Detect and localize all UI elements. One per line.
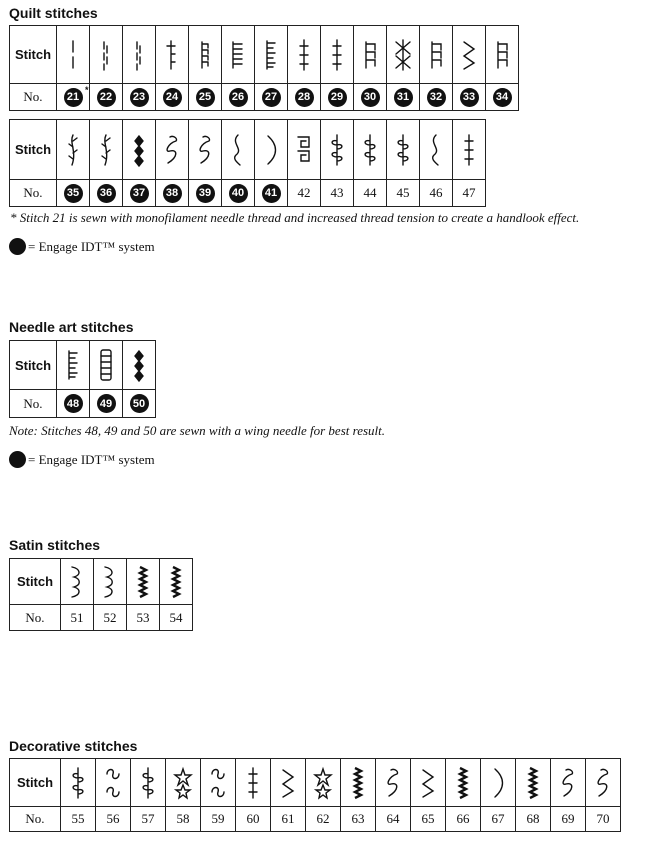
stitch-number: 66 (456, 811, 470, 826)
idt-number-badge: 23 (130, 88, 149, 107)
feather-stitch-icon (61, 131, 85, 169)
loop-stitch-icon (193, 131, 217, 169)
idt-number-badge: 28 (295, 88, 314, 107)
stitch-number-cell (61, 807, 96, 832)
stitch-label: Stitch (10, 559, 61, 605)
stitch-number-cell (166, 807, 201, 832)
idt-number-badge: 31 (394, 88, 413, 107)
no-label: No. (10, 180, 57, 207)
stitch-number: 45 (396, 185, 410, 200)
stitch-symbol-cell (376, 759, 411, 807)
stitch-number-cell (123, 390, 156, 418)
stitch-number-cell (156, 180, 189, 207)
stitch-number: 69 (561, 811, 575, 826)
stitch-symbol-cell (288, 26, 321, 84)
greek-key-stitch-icon (292, 131, 316, 169)
stitch-symbol-cell (321, 26, 354, 84)
no-label: No. (10, 84, 57, 111)
quilt-table-2 (9, 119, 486, 207)
stitch-number-cell (446, 807, 481, 832)
stitch-number-cell (222, 84, 255, 111)
stitch-number-cell (189, 84, 222, 111)
stitch-number-cell (288, 180, 321, 207)
legend-text: = Engage IDT™ system (28, 451, 155, 467)
stitch-number: 58 (176, 811, 190, 826)
stitch-symbol-cell (387, 120, 420, 180)
arc-stitch-icon (486, 764, 510, 802)
scallop-stitch-icon (65, 563, 89, 601)
idt-number-badge: 41 (262, 184, 281, 203)
stitch-number-cell (90, 84, 123, 111)
stitch-number-cell (453, 180, 486, 207)
stitch-row (10, 26, 519, 84)
stitch-symbol-cell (189, 26, 222, 84)
loop-stitch-icon (160, 131, 184, 169)
idt-number-badge: 25 (196, 88, 215, 107)
straight-stitch-icon (61, 36, 85, 74)
stitch-number-cell (236, 807, 271, 832)
idt-number-badge: 48 (64, 394, 83, 413)
idt-number-badge: 33 (460, 88, 479, 107)
stitch-number: 43 (330, 185, 344, 200)
stitch-number-cell (131, 807, 166, 832)
stitch-symbol-cell (420, 120, 453, 180)
stitch-number: 60 (246, 811, 260, 826)
idt-number-badge: 38 (163, 184, 182, 203)
stitch-symbol-cell (288, 120, 321, 180)
stitch-number-cell (57, 390, 90, 418)
leaf-stitch-icon (358, 131, 382, 169)
decorative-title: Decorative stitches (9, 738, 138, 754)
stitch-symbol-cell (57, 120, 90, 180)
stitch-number: 62 (316, 811, 330, 826)
idt-number-badge: 34 (493, 88, 512, 107)
diamond-stitch-icon (127, 346, 151, 384)
cross-stitch-icon (241, 764, 265, 802)
stitch-symbol-cell (341, 759, 376, 807)
idt-legend (9, 238, 155, 255)
stitch-number: 61 (281, 811, 295, 826)
picot-stitch-icon (226, 36, 250, 74)
number-row (10, 84, 519, 111)
scroll-stitch-icon (206, 764, 230, 802)
ladder-stitch-icon (259, 36, 283, 74)
stitch-symbol-cell (160, 559, 193, 605)
satin-stitch-icon (521, 764, 545, 802)
stitch-number-cell (354, 84, 387, 111)
stitch-number-cell (94, 605, 127, 631)
stitch-number: 59 (211, 811, 225, 826)
stitch-symbol-cell (453, 120, 486, 180)
stitch-number-cell (321, 180, 354, 207)
stitch-symbol-cell (354, 26, 387, 84)
stitch-number: 44 (363, 185, 377, 200)
stitch-number-cell (156, 84, 189, 111)
stitch-number-cell (387, 180, 420, 207)
stitch-number: 57 (141, 811, 155, 826)
needle-art-title: Needle art stitches (9, 319, 134, 335)
stitch-symbol-cell (156, 120, 189, 180)
stitch-number: 54 (169, 609, 183, 625)
stitch-symbol-cell (166, 759, 201, 807)
idt-number-badge: 26 (229, 88, 248, 107)
stitch-symbol-cell (61, 559, 94, 605)
stitch-symbol-cell (516, 759, 551, 807)
stitch-number-cell (271, 807, 306, 832)
stitch-number-cell (306, 807, 341, 832)
stitch-symbol-cell (90, 26, 123, 84)
stitch-number-cell (201, 807, 236, 832)
no-label: No. (10, 807, 61, 832)
stitch-number: 70 (596, 811, 610, 826)
zigzag-stitch-icon (457, 36, 481, 74)
idt-number-badge: 27 (262, 88, 281, 107)
stitch-symbol-cell (57, 26, 90, 84)
handlook-stitch-icon (127, 36, 151, 74)
stitch-number-cell (57, 84, 90, 111)
needle-art-table (9, 340, 156, 418)
stitch-number: 47 (462, 185, 476, 200)
stitch-number-cell (222, 180, 255, 207)
idt-number-badge: 22 (97, 88, 116, 107)
stitch-number: 55 (71, 811, 85, 826)
stitch-symbol-cell (255, 26, 288, 84)
loop-stitch-icon (556, 764, 580, 802)
stitch-number-cell (481, 807, 516, 832)
legend-text: = Engage IDT™ system (28, 238, 155, 254)
stitch-symbol-cell (321, 120, 354, 180)
stitch-row (10, 559, 193, 605)
x-stitch-icon (391, 36, 415, 74)
stitch-number-cell (90, 390, 123, 418)
idt-number-badge: 39 (196, 184, 215, 203)
feather-stitch-icon (94, 131, 118, 169)
comb-stitch-icon (490, 36, 514, 74)
stitch-number-cell (90, 180, 123, 207)
stitch-number-cell (321, 84, 354, 111)
idt-legend (9, 451, 155, 468)
stitch-number-cell (586, 807, 621, 832)
stitch-number-cell (420, 180, 453, 207)
stitch-number: 46 (429, 185, 443, 200)
stitch-number-cell (376, 807, 411, 832)
stitch-symbol-cell (61, 759, 96, 807)
cross-stitch-icon (325, 36, 349, 74)
idt-number-badge: 24 (163, 88, 182, 107)
stitch-number-cell (411, 807, 446, 832)
stitch-symbol-cell (586, 759, 621, 807)
stitch-symbol-cell (127, 559, 160, 605)
number-row (10, 605, 193, 631)
stitch-number-cell (123, 84, 156, 111)
stitch-symbol-cell (255, 120, 288, 180)
stitch-symbol-cell (411, 759, 446, 807)
stitch-symbol-cell (306, 759, 341, 807)
blind-stitch-icon (160, 36, 184, 74)
no-label: No. (10, 390, 57, 418)
stitch-number-cell (453, 84, 486, 111)
stitch-number-cell (516, 807, 551, 832)
stitch-row (10, 341, 156, 390)
stitch-number: 65 (421, 811, 435, 826)
idt-number-badge: 29 (328, 88, 347, 107)
idt-number-badge: 49 (97, 394, 116, 413)
leaf-stitch-icon (136, 764, 160, 802)
stitch-label: Stitch (10, 26, 57, 84)
stitch-number: 63 (351, 811, 365, 826)
stitch-symbol-cell (57, 341, 90, 390)
stitch-number-cell (255, 84, 288, 111)
stitch-symbol-cell (222, 26, 255, 84)
quilt-title: Quilt stitches (9, 5, 98, 21)
satin-stitch-icon (346, 764, 370, 802)
idt-number-badge: 37 (130, 184, 149, 203)
stitch-symbol-cell (90, 341, 123, 390)
number-row (10, 180, 486, 207)
stitch-number: 52 (103, 609, 117, 625)
cross-stitch-icon (457, 131, 481, 169)
decorative-table (9, 758, 621, 832)
idt-number-badge: 21 * (64, 88, 83, 107)
stitch-number-cell (127, 605, 160, 631)
zigzag-stitch-icon (276, 764, 300, 802)
star-stitch-icon (171, 764, 195, 802)
stitch-label: Stitch (10, 759, 61, 807)
stitch-number-cell (189, 180, 222, 207)
stitch-number: 67 (491, 811, 505, 826)
star-stitch-icon (311, 764, 335, 802)
stitch-symbol-cell (453, 26, 486, 84)
stitch-symbol-cell (420, 26, 453, 84)
stitch-symbol-cell (236, 759, 271, 807)
stitch-number-cell (551, 807, 586, 832)
handlook-stitch-icon (94, 36, 118, 74)
quilt-table-1 (9, 25, 519, 111)
no-label: No. (10, 605, 61, 631)
leaf-stitch-icon (325, 131, 349, 169)
stitch-symbol-cell (387, 26, 420, 84)
comb-stitch-icon (424, 36, 448, 74)
satin-stitch-icon (164, 563, 188, 601)
satin-stitch-icon (451, 764, 475, 802)
stitch-number-cell (288, 84, 321, 111)
idt-dot-icon (9, 238, 26, 255)
quilt-footnote: * Stitch 21 is sewn with monofilament needle thread and increased thread tension to create a handlook effect. (10, 210, 580, 225)
stitch-number-cell (61, 605, 94, 631)
stitch-symbol-cell (156, 26, 189, 84)
stitch-row (10, 759, 621, 807)
stitch-number-cell (341, 807, 376, 832)
satin-table (9, 558, 193, 631)
stitch-symbol-cell (189, 120, 222, 180)
idt-number-badge: 50 (130, 394, 149, 413)
idt-number-badge: 36 (97, 184, 116, 203)
idt-dot-icon (9, 451, 26, 468)
satin-title: Satin stitches (9, 537, 101, 553)
idt-number-badge: 30 (361, 88, 380, 107)
stitch-number: 64 (386, 811, 400, 826)
wave-stitch-icon (424, 131, 448, 169)
stitch-number-cell (387, 84, 420, 111)
stitch-label: Stitch (10, 341, 57, 390)
needle-art-note: Note: Stitches 48, 49 and 50 are sewn with a wing needle for best result. (9, 423, 386, 438)
cross-stitch-icon (292, 36, 316, 74)
idt-number-badge: 32 (427, 88, 446, 107)
oval-stitch-icon (94, 346, 118, 384)
scallop-stitch-icon (98, 563, 122, 601)
stitch-symbol-cell (551, 759, 586, 807)
stitch-number-cell (123, 180, 156, 207)
stitch-symbol-cell (486, 26, 519, 84)
stitch-number: 68 (526, 811, 540, 826)
stitch-symbol-cell (94, 559, 127, 605)
stitch-number-cell (354, 180, 387, 207)
stitch-symbol-cell (123, 341, 156, 390)
stitch-symbol-cell (222, 120, 255, 180)
satin-stitch-icon (131, 563, 155, 601)
stitch-symbol-cell (481, 759, 516, 807)
stitch-row (10, 120, 486, 180)
comb-stitch-icon (358, 36, 382, 74)
ladder-stitch-icon (61, 346, 85, 384)
diamond-stitch-icon (127, 131, 151, 169)
stitch-number: 42 (297, 185, 311, 200)
stitch-number-cell (57, 180, 90, 207)
arc-stitch-icon (259, 131, 283, 169)
stitch-symbol-cell (446, 759, 481, 807)
stitch-label: Stitch (10, 120, 57, 180)
stitch-number-cell (160, 605, 193, 631)
stitch-symbol-cell (201, 759, 236, 807)
stitch-number: 51 (70, 609, 84, 625)
wave-stitch-icon (226, 131, 250, 169)
number-row (10, 390, 156, 418)
idt-number-badge: 40 (229, 184, 248, 203)
footnote-mark: * (84, 84, 89, 95)
zigzag-stitch-icon (416, 764, 440, 802)
stitch-symbol-cell (123, 26, 156, 84)
stitch-number-cell (96, 807, 131, 832)
stitch-number-cell (255, 180, 288, 207)
stipple-stitch-icon (193, 36, 217, 74)
stitch-number: 53 (136, 609, 150, 625)
stitch-symbol-cell (131, 759, 166, 807)
stitch-symbol-cell (90, 120, 123, 180)
stitch-symbol-cell (96, 759, 131, 807)
idt-number-badge: 35 (64, 184, 83, 203)
loop-stitch-icon (381, 764, 405, 802)
leaf-stitch-icon (391, 131, 415, 169)
leaf-stitch-icon (66, 764, 90, 802)
loop-stitch-icon (591, 764, 615, 802)
stitch-symbol-cell (354, 120, 387, 180)
number-row (10, 807, 621, 832)
stitch-number-cell (486, 84, 519, 111)
stitch-symbol-cell (271, 759, 306, 807)
stitch-symbol-cell (123, 120, 156, 180)
stitch-number: 56 (106, 811, 120, 826)
scroll-stitch-icon (101, 764, 125, 802)
stitch-number-cell (420, 84, 453, 111)
